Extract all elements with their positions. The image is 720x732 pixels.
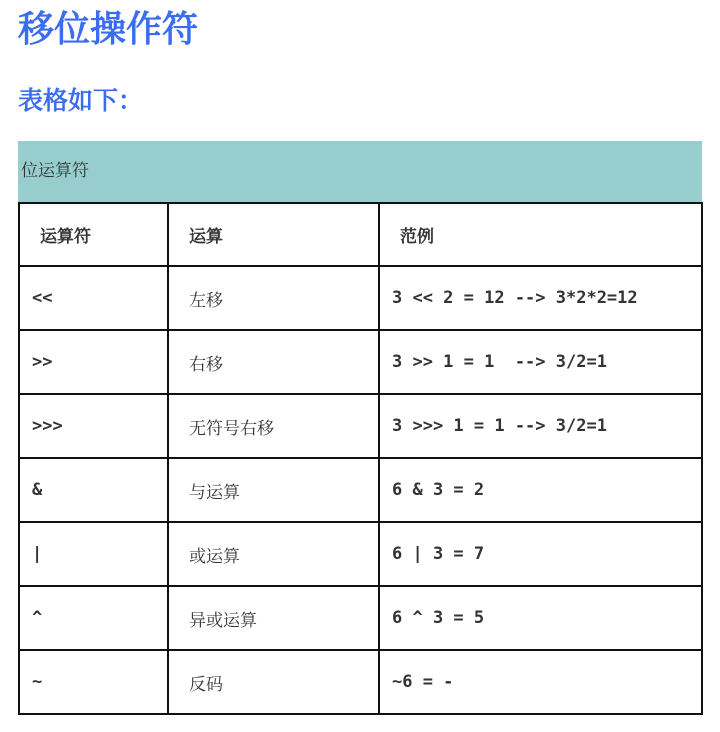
operator-table [18, 202, 703, 715]
table-header-row [19, 203, 702, 266]
table-row [19, 650, 702, 714]
example-cell: 3 >> 1 = 1 --> 3/2=1 [379, 330, 702, 394]
example-cell: 3 << 2 = 12 --> 3*2*2=12 [379, 266, 702, 330]
operation-cell: 右移 [168, 330, 379, 394]
example-cell: 6 & 3 = 2 [379, 458, 702, 522]
table-row [19, 522, 702, 586]
example-cell: 3 >>> 1 = 1 --> 3/2=1 [379, 394, 702, 458]
operation-cell: 反码 [168, 650, 379, 714]
header-operation: 运算 [168, 203, 379, 266]
operation-cell: 异或运算 [168, 586, 379, 650]
table-row [19, 266, 702, 330]
operator-cell: << [19, 266, 168, 330]
table-row [19, 586, 702, 650]
example-cell: ~6 = - [379, 650, 702, 714]
section-title: 表格如下： [18, 86, 144, 115]
operator-cell: >>> [19, 394, 168, 458]
page-title: 移位操作符 [18, 9, 199, 50]
operator-cell: | [19, 522, 168, 586]
table-row [19, 330, 702, 394]
table-row [19, 458, 702, 522]
operation-cell: 无符号右移 [168, 394, 379, 458]
operator-cell: ^ [19, 586, 168, 650]
header-example: 范例 [379, 203, 702, 266]
table-caption: 位运算符 [18, 141, 702, 202]
example-cell: 6 ^ 3 = 5 [379, 586, 702, 650]
operation-cell: 或运算 [168, 522, 379, 586]
operation-cell: 与运算 [168, 458, 379, 522]
example-cell: 6 | 3 = 7 [379, 522, 702, 586]
operation-cell: 左移 [168, 266, 379, 330]
operator-cell: & [19, 458, 168, 522]
operator-cell: >> [19, 330, 168, 394]
operator-cell: ~ [19, 650, 168, 714]
table-row [19, 394, 702, 458]
header-operator: 运算符 [19, 203, 168, 266]
